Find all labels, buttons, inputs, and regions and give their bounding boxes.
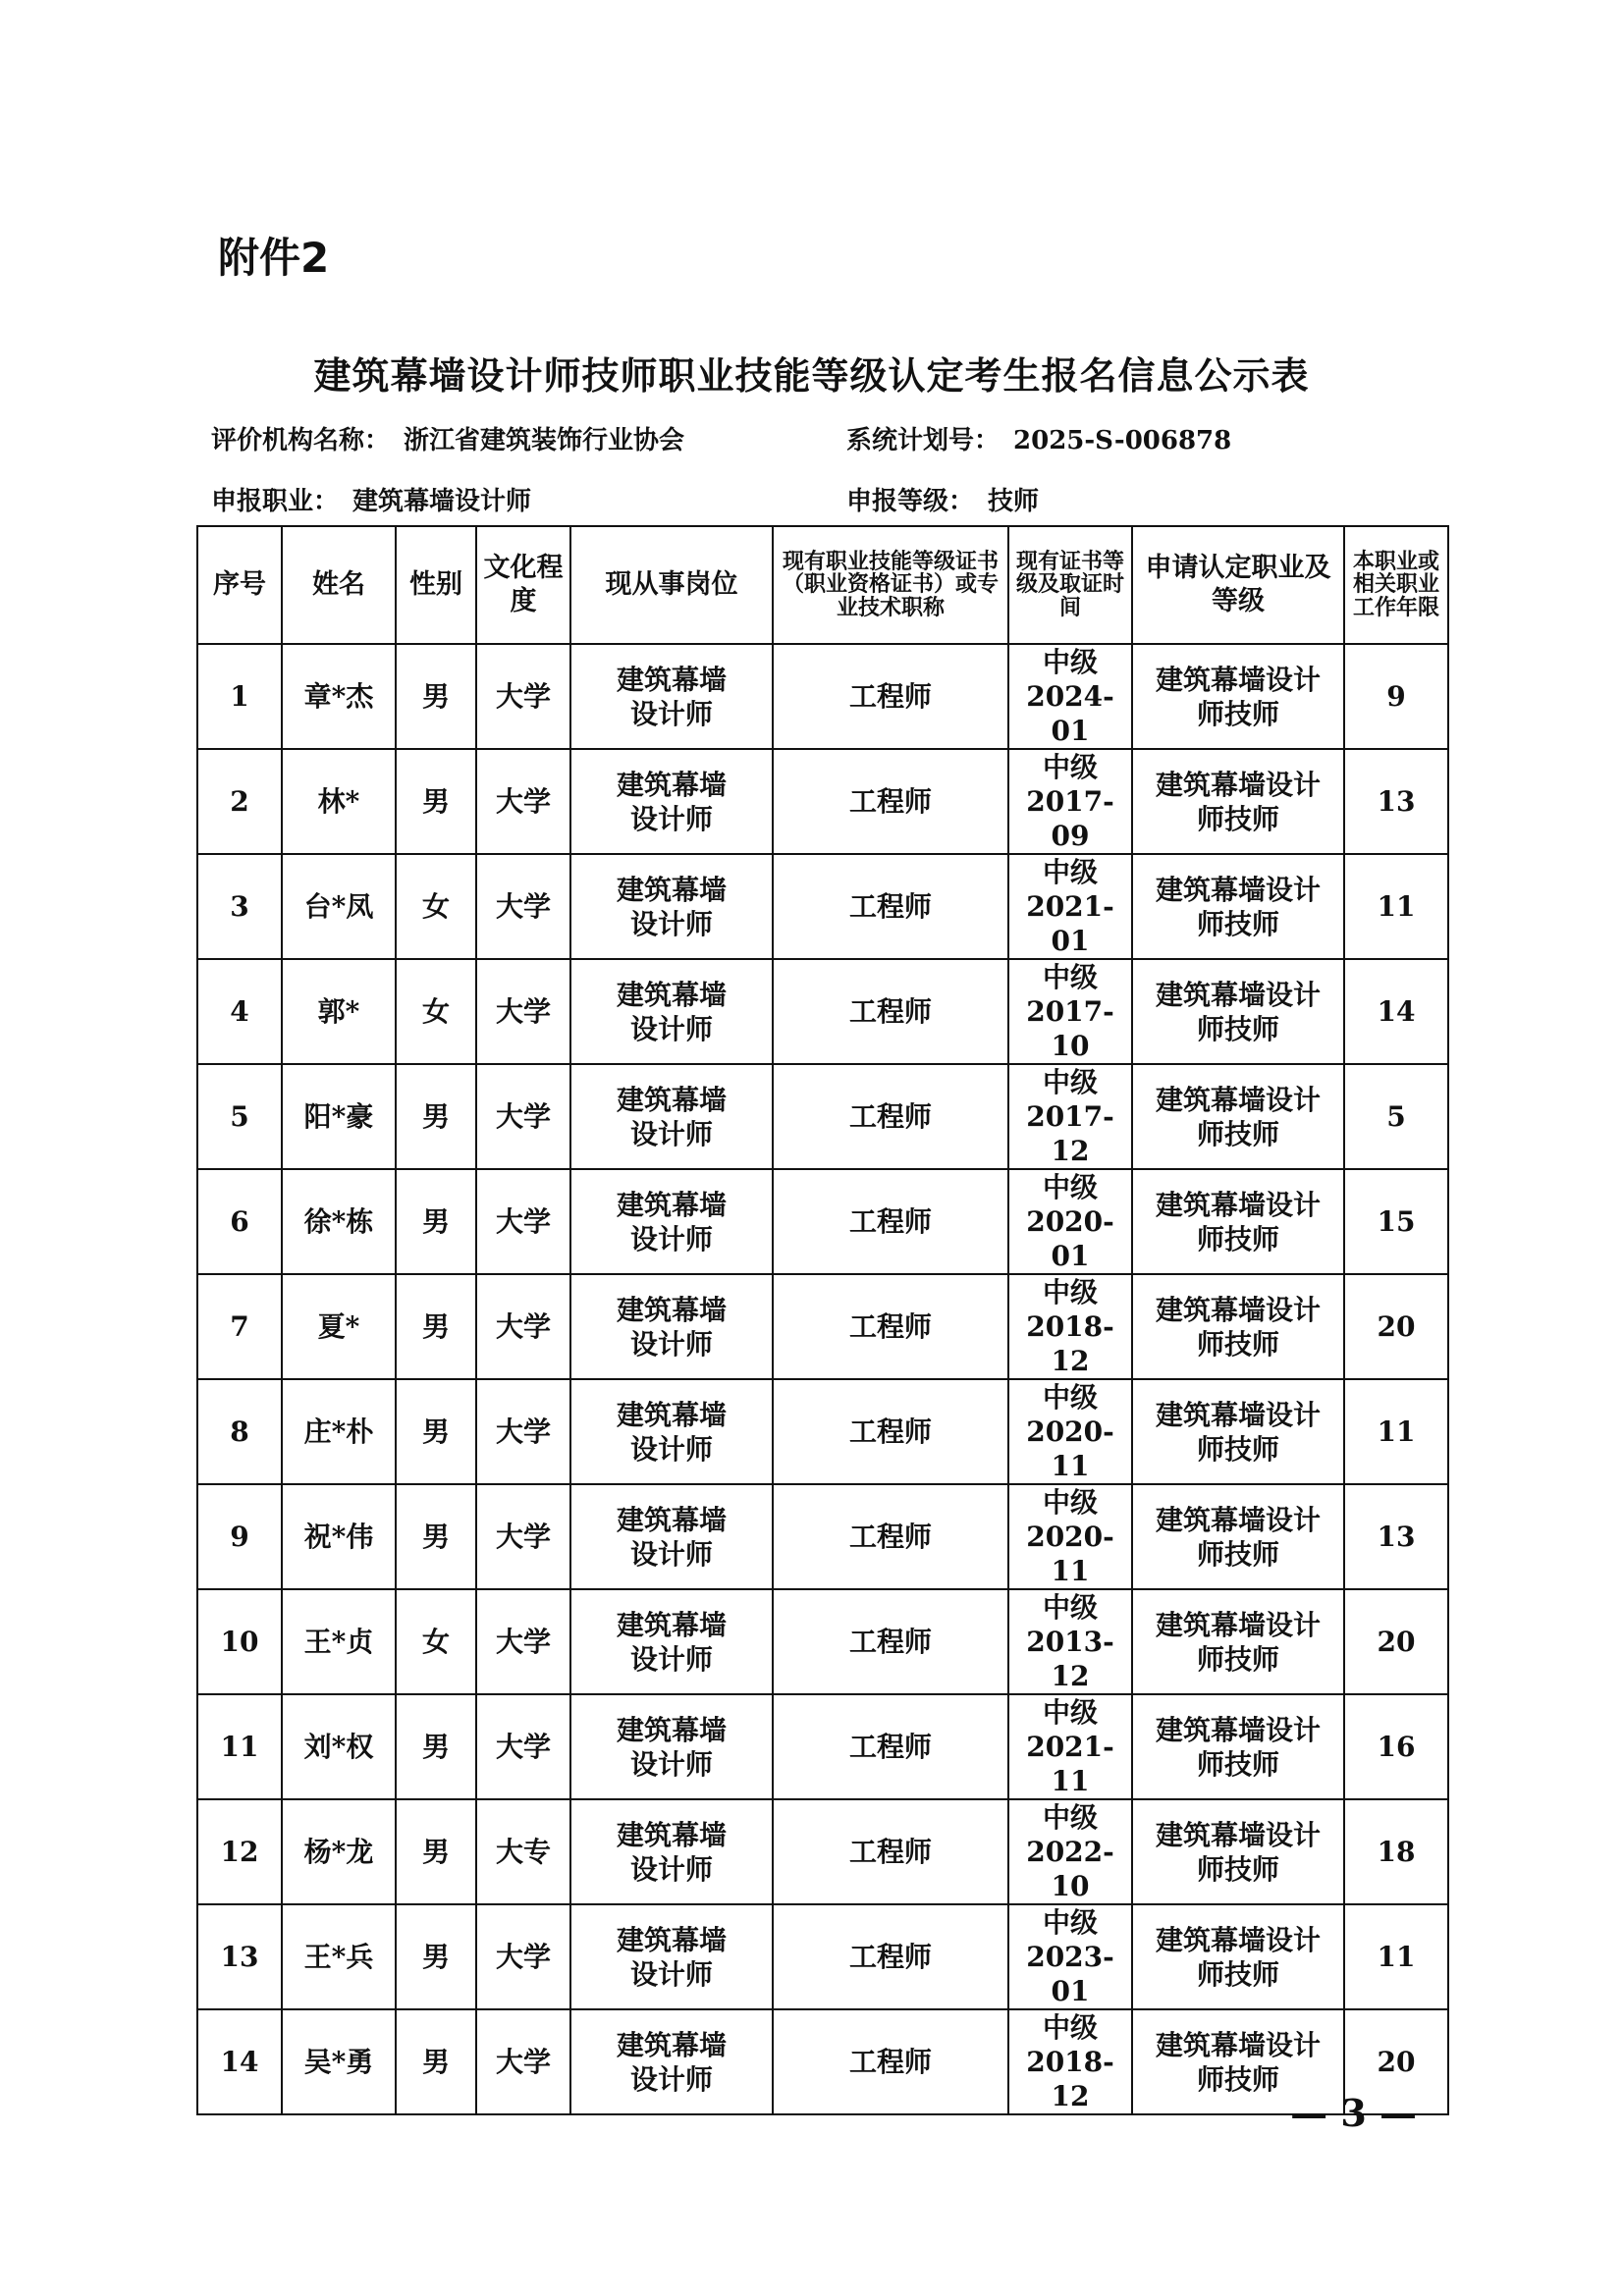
current-post-line: 建筑幕墙 <box>616 2028 727 2061</box>
row-number: 6 <box>197 1169 282 1274</box>
candidate-name: 林* <box>282 749 396 854</box>
header-certificate: 现有职业技能等级证书（职业资格证书）或专业技术职称 <box>773 526 1008 644</box>
applied-occupation-line: 师技师 <box>1196 1222 1279 1255</box>
cert-level-date-line: 中级 <box>1042 1696 1098 1729</box>
cert-level-date <box>1008 1589 1132 1694</box>
row-number: 11 <box>197 1694 282 1799</box>
cert-level-date-line: 2017-09 <box>1026 785 1114 852</box>
candidate-gender: 男 <box>396 1904 476 2009</box>
candidate-name: 夏* <box>282 1274 396 1379</box>
current-title: 工程师 <box>773 1904 1008 2009</box>
candidate-education: 大学 <box>476 1694 570 1799</box>
cert-level-date-line: 中级 <box>1042 856 1098 888</box>
current-title: 工程师 <box>773 1589 1008 1694</box>
candidate-education: 大学 <box>476 1169 570 1274</box>
cert-level-date-line: 2018-12 <box>1026 2046 1114 2112</box>
applied-occupation-line: 师技师 <box>1196 1852 1279 1886</box>
current-post-line: 设计师 <box>629 1222 713 1255</box>
row-number: 7 <box>197 1274 282 1379</box>
current-title: 工程师 <box>773 1694 1008 1799</box>
applied-occupation <box>1132 644 1344 749</box>
header-post: 现从事岗位 <box>570 526 773 644</box>
table-row <box>197 1274 1448 1379</box>
current-title: 工程师 <box>773 1274 1008 1379</box>
cert-level-date-line: 中级 <box>1042 1066 1098 1098</box>
candidate-education: 大学 <box>476 1064 570 1169</box>
row-number: 12 <box>197 1799 282 1904</box>
table-row <box>197 1694 1448 1799</box>
candidate-table <box>196 525 1449 2115</box>
candidate-name: 章*杰 <box>282 644 396 749</box>
cert-level-date <box>1008 854 1132 959</box>
current-post-line: 设计师 <box>629 1747 713 1781</box>
current-post <box>570 1799 773 1904</box>
org-value: 浙江省建筑装饰行业协会 <box>404 426 685 455</box>
candidate-education: 大学 <box>476 644 570 749</box>
candidate-education: 大学 <box>476 1379 570 1484</box>
applied-occupation-line: 建筑幕墙设计 <box>1155 1398 1321 1431</box>
candidate-education: 大学 <box>476 1484 570 1589</box>
current-post-line: 建筑幕墙 <box>616 1293 727 1326</box>
table-body <box>197 644 1448 2114</box>
current-post <box>570 854 773 959</box>
cert-level-date <box>1008 2009 1132 2114</box>
work-years: 15 <box>1344 1169 1448 1274</box>
current-post-line: 设计师 <box>629 1852 713 1886</box>
candidate-gender: 男 <box>396 1064 476 1169</box>
row-number: 13 <box>197 1904 282 2009</box>
work-years: 5 <box>1344 1064 1448 1169</box>
work-years: 16 <box>1344 1694 1448 1799</box>
current-title: 工程师 <box>773 854 1008 959</box>
occupation-label: 申报职业： <box>211 487 340 516</box>
current-post-line: 建筑幕墙 <box>616 978 727 1011</box>
current-post-line: 建筑幕墙 <box>616 663 727 696</box>
org-label: 评价机构名称： <box>211 426 391 455</box>
header-education: 文化程度 <box>476 526 570 644</box>
table-row <box>197 749 1448 854</box>
current-title: 工程师 <box>773 1484 1008 1589</box>
cert-level-date-line: 2017-10 <box>1026 995 1114 1062</box>
current-title: 工程师 <box>773 1169 1008 1274</box>
cert-level-date-line: 中级 <box>1042 961 1098 993</box>
current-title: 工程师 <box>773 749 1008 854</box>
applied-occupation-line: 师技师 <box>1196 697 1279 730</box>
occupation-info <box>211 481 531 517</box>
grade-value: 技师 <box>988 487 1040 516</box>
current-post <box>570 749 773 854</box>
applied-occupation-line: 师技师 <box>1196 1747 1279 1781</box>
grade-info <box>846 481 1039 517</box>
row-number: 8 <box>197 1379 282 1484</box>
current-post-line: 建筑幕墙 <box>616 1923 727 1956</box>
row-number: 3 <box>197 854 282 959</box>
cert-level-date-line: 中级 <box>1042 1276 1098 1308</box>
applied-occupation-line: 建筑幕墙设计 <box>1155 873 1321 906</box>
table-row <box>197 644 1448 749</box>
current-post <box>570 1694 773 1799</box>
table-row <box>197 1904 1448 2009</box>
candidate-gender: 女 <box>396 959 476 1064</box>
applied-occupation-line: 建筑幕墙设计 <box>1155 1503 1321 1536</box>
table-row <box>197 1589 1448 1694</box>
table-row <box>197 1064 1448 1169</box>
applied-occupation-line: 师技师 <box>1196 1327 1279 1361</box>
current-post-line: 设计师 <box>629 1012 713 1045</box>
candidate-gender: 男 <box>396 1169 476 1274</box>
candidate-gender: 女 <box>396 1589 476 1694</box>
candidate-gender: 男 <box>396 2009 476 2114</box>
table-row <box>197 1169 1448 1274</box>
current-post-line: 建筑幕墙 <box>616 1398 727 1431</box>
candidate-name: 郭* <box>282 959 396 1064</box>
applied-occupation <box>1132 749 1344 854</box>
header-cert-level: 现有证书等级及取证时间 <box>1008 526 1132 644</box>
applied-occupation-line: 师技师 <box>1196 1957 1279 1991</box>
cert-level-date-line: 中级 <box>1042 1801 1098 1834</box>
cert-level-date-line: 2020-11 <box>1026 1415 1114 1482</box>
applied-occupation-line: 建筑幕墙设计 <box>1155 1923 1321 1956</box>
header-years: 本职业或相关职业工作年限 <box>1344 526 1448 644</box>
row-number: 9 <box>197 1484 282 1589</box>
current-post <box>570 1904 773 2009</box>
current-post-line: 建筑幕墙 <box>616 1503 727 1536</box>
cert-level-date-line: 2022-10 <box>1026 1836 1114 1902</box>
work-years: 11 <box>1344 854 1448 959</box>
cert-level-date-line: 2020-01 <box>1026 1205 1114 1272</box>
current-post <box>570 1379 773 1484</box>
candidate-gender: 男 <box>396 749 476 854</box>
cert-level-date <box>1008 1799 1132 1904</box>
current-title: 工程师 <box>773 1379 1008 1484</box>
current-title: 工程师 <box>773 2009 1008 2114</box>
cert-level-date-line: 中级 <box>1042 1486 1098 1519</box>
applied-occupation <box>1132 1379 1344 1484</box>
candidate-name: 阳*豪 <box>282 1064 396 1169</box>
header-name: 姓名 <box>282 526 396 644</box>
current-post-line: 设计师 <box>629 1432 713 1466</box>
current-post <box>570 1169 773 1274</box>
current-title: 工程师 <box>773 1064 1008 1169</box>
cert-level-date-line: 中级 <box>1042 2011 1098 2044</box>
page-number: — 3 — <box>1290 2091 1417 2135</box>
table-header-row <box>197 526 1448 644</box>
cert-level-date <box>1008 959 1132 1064</box>
row-number: 14 <box>197 2009 282 2114</box>
header-apply: 申请认定职业及等级 <box>1132 526 1344 644</box>
header-gender: 性别 <box>396 526 476 644</box>
candidate-name: 王*兵 <box>282 1904 396 2009</box>
current-post-line: 设计师 <box>629 1117 713 1150</box>
candidate-education: 大学 <box>476 749 570 854</box>
current-title: 工程师 <box>773 644 1008 749</box>
current-post-line: 建筑幕墙 <box>616 1608 727 1641</box>
applied-occupation-line: 建筑幕墙设计 <box>1155 1713 1321 1746</box>
applied-occupation-line: 建筑幕墙设计 <box>1155 2028 1321 2061</box>
table-row <box>197 854 1448 959</box>
current-post <box>570 644 773 749</box>
cert-level-date-line: 2020-11 <box>1026 1521 1114 1587</box>
applied-occupation-line: 建筑幕墙设计 <box>1155 978 1321 1011</box>
applied-occupation <box>1132 854 1344 959</box>
applied-occupation-line: 师技师 <box>1196 2062 1279 2096</box>
cert-level-date <box>1008 1904 1132 2009</box>
cert-level-date-line: 2024-01 <box>1026 680 1114 747</box>
current-post-line: 设计师 <box>629 907 713 940</box>
candidate-name: 徐*栋 <box>282 1169 396 1274</box>
cert-level-date <box>1008 1169 1132 1274</box>
current-post-line: 设计师 <box>629 1642 713 1676</box>
cert-level-date <box>1008 749 1132 854</box>
candidate-name: 祝*伟 <box>282 1484 396 1589</box>
current-post-line: 建筑幕墙 <box>616 1818 727 1851</box>
work-years: 13 <box>1344 749 1448 854</box>
grade-label: 申报等级： <box>846 487 975 516</box>
current-post-line: 设计师 <box>629 697 713 730</box>
table-row <box>197 1484 1448 1589</box>
applied-occupation <box>1132 1274 1344 1379</box>
work-years: 20 <box>1344 1274 1448 1379</box>
current-post <box>570 2009 773 2114</box>
applied-occupation-line: 师技师 <box>1196 1117 1279 1150</box>
work-years: 20 <box>1344 1589 1448 1694</box>
applied-occupation <box>1132 1589 1344 1694</box>
row-number: 1 <box>197 644 282 749</box>
current-post <box>570 1484 773 1589</box>
applied-occupation-line: 师技师 <box>1196 907 1279 940</box>
candidate-education: 大学 <box>476 959 570 1064</box>
applied-occupation-line: 建筑幕墙设计 <box>1155 1818 1321 1851</box>
applied-occupation-line: 建筑幕墙设计 <box>1155 1188 1321 1221</box>
applied-occupation-line: 建筑幕墙设计 <box>1155 663 1321 696</box>
current-post-line: 建筑幕墙 <box>616 873 727 906</box>
cert-level-date-line: 中级 <box>1042 1906 1098 1939</box>
cert-level-date-line: 中级 <box>1042 1381 1098 1414</box>
candidate-name: 吴*勇 <box>282 2009 396 2114</box>
table-row <box>197 2009 1448 2114</box>
applied-occupation <box>1132 959 1344 1064</box>
candidate-name: 台*凤 <box>282 854 396 959</box>
row-number: 5 <box>197 1064 282 1169</box>
cert-level-date-line: 2013-12 <box>1026 1626 1114 1692</box>
plan-label: 系统计划号： <box>846 426 1001 455</box>
applied-occupation-line: 建筑幕墙设计 <box>1155 1608 1321 1641</box>
current-post-line: 建筑幕墙 <box>616 1713 727 1746</box>
plan-info <box>846 420 1231 456</box>
candidate-education: 大学 <box>476 1589 570 1694</box>
cert-level-date <box>1008 1274 1132 1379</box>
work-years: 14 <box>1344 959 1448 1064</box>
applied-occupation-line: 师技师 <box>1196 802 1279 835</box>
current-post-line: 设计师 <box>629 802 713 835</box>
current-post-line: 设计师 <box>629 1537 713 1571</box>
current-post <box>570 1589 773 1694</box>
cert-level-date <box>1008 1484 1132 1589</box>
candidate-gender: 男 <box>396 1274 476 1379</box>
applied-occupation-line: 建筑幕墙设计 <box>1155 1293 1321 1326</box>
applied-occupation-line: 师技师 <box>1196 1432 1279 1466</box>
candidate-education: 大专 <box>476 1799 570 1904</box>
header-no: 序号 <box>197 526 282 644</box>
cert-level-date-line: 2018-12 <box>1026 1310 1114 1377</box>
table-row <box>197 1379 1448 1484</box>
row-number: 10 <box>197 1589 282 1694</box>
candidate-name: 杨*龙 <box>282 1799 396 1904</box>
work-years: 13 <box>1344 1484 1448 1589</box>
table-row <box>197 959 1448 1064</box>
cert-level-date <box>1008 1064 1132 1169</box>
applied-occupation <box>1132 1064 1344 1169</box>
table-row <box>197 1799 1448 1904</box>
cert-level-date <box>1008 1379 1132 1484</box>
candidate-education: 大学 <box>476 1274 570 1379</box>
cert-level-date-line: 2023-01 <box>1026 1941 1114 2007</box>
plan-value: 2025-S-006878 <box>1013 426 1232 455</box>
cert-level-date-line: 2021-01 <box>1026 890 1114 957</box>
current-title: 工程师 <box>773 959 1008 1064</box>
current-post <box>570 959 773 1064</box>
work-years: 11 <box>1344 1904 1448 2009</box>
cert-level-date <box>1008 1694 1132 1799</box>
applied-occupation <box>1132 1169 1344 1274</box>
current-post-line: 设计师 <box>629 1957 713 1991</box>
candidate-gender: 男 <box>396 1484 476 1589</box>
cert-level-date-line: 中级 <box>1042 751 1098 783</box>
applied-occupation-line: 师技师 <box>1196 1537 1279 1571</box>
candidate-education: 大学 <box>476 854 570 959</box>
cert-level-date-line: 中级 <box>1042 1591 1098 1624</box>
work-years: 9 <box>1344 644 1448 749</box>
attachment-label: 附件2 <box>218 234 330 282</box>
work-years: 20 <box>1344 2009 1448 2114</box>
applied-occupation <box>1132 1799 1344 1904</box>
candidate-education: 大学 <box>476 2009 570 2114</box>
occupation-value: 建筑幕墙设计师 <box>352 487 532 516</box>
applied-occupation-line: 师技师 <box>1196 1012 1279 1045</box>
candidate-gender: 男 <box>396 1694 476 1799</box>
cert-level-date <box>1008 644 1132 749</box>
current-post-line: 建筑幕墙 <box>616 768 727 801</box>
current-post <box>570 1064 773 1169</box>
row-number: 4 <box>197 959 282 1064</box>
candidate-gender: 男 <box>396 1379 476 1484</box>
org-info <box>211 420 684 456</box>
candidate-education: 大学 <box>476 1904 570 2009</box>
candidate-gender: 男 <box>396 644 476 749</box>
applied-occupation <box>1132 1904 1344 2009</box>
cert-level-date-line: 2021-11 <box>1026 1731 1114 1797</box>
candidate-name: 王*贞 <box>282 1589 396 1694</box>
applied-occupation-line: 建筑幕墙设计 <box>1155 1083 1321 1116</box>
applied-occupation-line: 建筑幕墙设计 <box>1155 768 1321 801</box>
cert-level-date-line: 2017-12 <box>1026 1100 1114 1167</box>
current-post-line: 设计师 <box>629 1327 713 1361</box>
work-years: 11 <box>1344 1379 1448 1484</box>
current-post-line: 设计师 <box>629 2062 713 2096</box>
current-post <box>570 1274 773 1379</box>
cert-level-date-line: 中级 <box>1042 1171 1098 1203</box>
applied-occupation <box>1132 1694 1344 1799</box>
candidate-gender: 女 <box>396 854 476 959</box>
candidate-gender: 男 <box>396 1799 476 1904</box>
work-years: 18 <box>1344 1799 1448 1904</box>
applied-occupation-line: 师技师 <box>1196 1642 1279 1676</box>
page-title: 建筑幕墙设计师技师职业技能等级认定考生报名信息公示表 <box>313 353 1310 398</box>
applied-occupation <box>1132 1484 1344 1589</box>
candidate-name: 庄*朴 <box>282 1379 396 1484</box>
row-number: 2 <box>197 749 282 854</box>
cert-level-date-line: 中级 <box>1042 646 1098 678</box>
current-post-line: 建筑幕墙 <box>616 1188 727 1221</box>
candidate-name: 刘*权 <box>282 1694 396 1799</box>
current-title: 工程师 <box>773 1799 1008 1904</box>
current-post-line: 建筑幕墙 <box>616 1083 727 1116</box>
